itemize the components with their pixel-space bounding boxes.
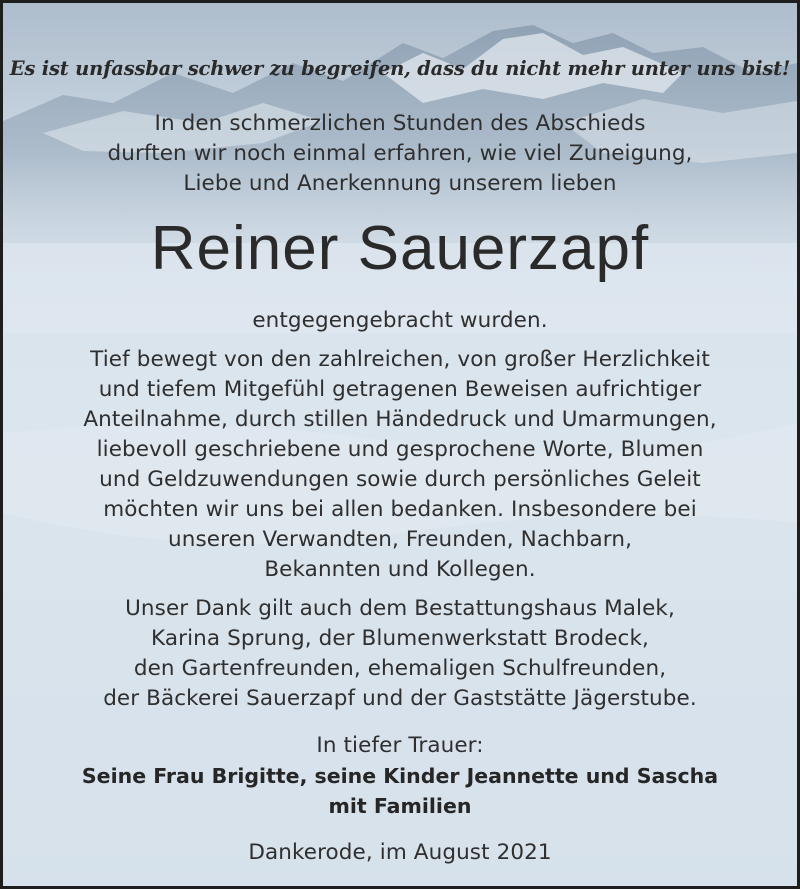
intro-line: durften wir noch einmal erfahren, wie viel Zuneigung, <box>107 141 693 166</box>
thanks-line: Tief bewegt von den zahlreichen, von großer Herzlichkeit <box>90 347 710 372</box>
mourners-line: Seine Frau Brigitte, seine Kinder Jeannette und Sascha <box>81 764 719 788</box>
thanks-line: Anteilnahme, durch stillen Händedruck und Umarmungen, <box>83 407 717 432</box>
mourning-label: In tiefer Trauer: <box>316 733 484 758</box>
special-thanks-line: Unser Dank gilt auch dem Bestattungshaus Malek, <box>125 596 675 621</box>
thanks-line: unseren Verwandten, Freunden, Nachbarn, <box>168 527 632 552</box>
special-thanks-line: der Bäckerei Sauerzapf und der Gaststätte Jägerstube. <box>103 686 697 711</box>
intro-line: In den schmerzlichen Stunden des Abschieds <box>154 111 646 136</box>
notice-text <box>3 3 797 886</box>
thanks-line: möchten wir uns bei allen bedanken. Insbesondere bei <box>103 497 697 522</box>
special-thanks-line: Karina Sprung, der Blumenwerkstatt Brodeck, <box>151 626 649 651</box>
deceased-name: Reiner Sauerzapf <box>150 214 650 283</box>
thanks-line: liebevoll geschriebene und gesprochene Worte, Blumen <box>96 437 704 462</box>
after-name-line: entgegengebracht wurden. <box>252 308 548 333</box>
intro-line: Liebe und Anerkennung unserem lieben <box>183 171 617 196</box>
thanks-line: und tiefem Mitgefühl getragenen Beweisen aufrichtiger <box>98 377 702 402</box>
special-thanks-line: den Gartenfreunden, ehemaligen Schulfreunden, <box>133 656 667 681</box>
place-date: Dankerode, im August 2021 <box>248 840 552 865</box>
thanks-line: und Geldzuwendungen sowie durch persönliches Geleit <box>99 467 701 492</box>
motto: Es ist unfassbar schwer zu begreifen, dass du nicht mehr unter uns bist! <box>9 57 791 80</box>
mourners-line: mit Familien <box>328 794 472 818</box>
thanks-line: Bekannten und Kollegen. <box>264 557 536 582</box>
